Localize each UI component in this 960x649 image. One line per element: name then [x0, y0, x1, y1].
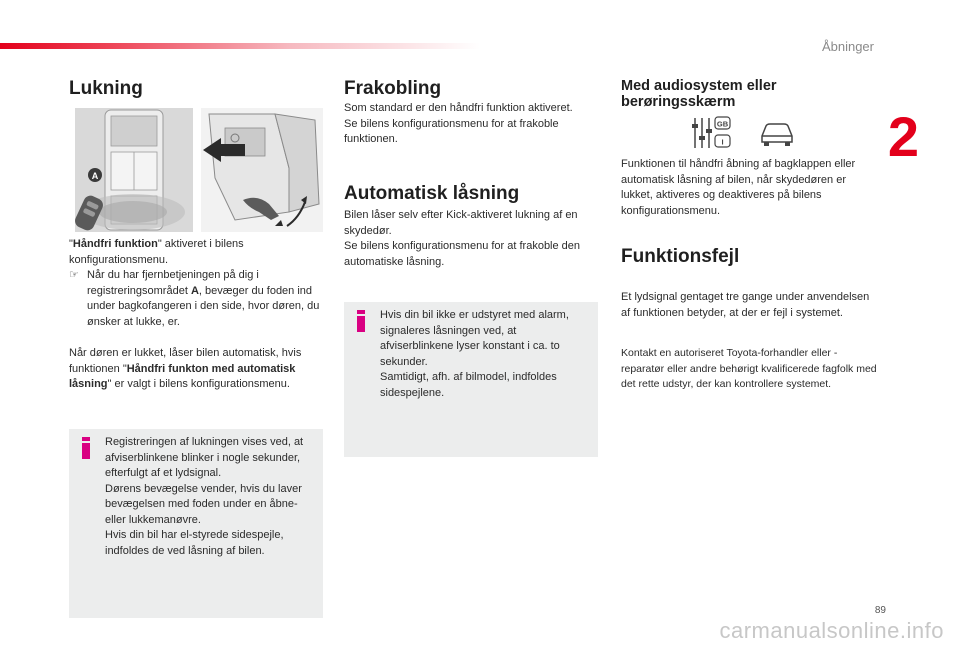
audiosystem-text: Funktionen til håndfri åbning af bagklappen eller automatisk låsning af bilen, når skydedøren er lukket, aktiveres og deaktiveres på bilens konfigurationsmenu.: [621, 158, 856, 217]
info-text: Hvis din bil ikke er udstyret med alarm, signaleres låsningen ved, at afviserblinkene lyser konstant i ca. to sekunder. Samtidigt, afh. af bilmodel, indfoldes sidespejlene.: [380, 309, 569, 399]
heading-funktionsfejl: Funktionsfejl: [621, 246, 740, 267]
zone-a-ref: A: [190, 284, 199, 297]
section-title: Åbninger: [821, 39, 874, 54]
settings-sliders-icon: [692, 117, 730, 148]
bullet-icon: ☞: [69, 269, 79, 281]
heading-audiosystem: Med audiosystem eller berøringsskærm: [621, 78, 777, 110]
lukning-autolock-paragraph: [69, 346, 327, 393]
car-icon: [762, 124, 792, 146]
info-text: Registreringen af lukningen vises ved, at afviserblinkene blinker i nogle sekunder, efterfulgt af et lydsignal. Dørens bevægelse vender, hvis du laver bevægelsen med foden under en åbne- eller lukkemanøvre. Hvis din bil har el-styrede sidespejle, indfoldes de ved låsning af bilen.: [105, 436, 304, 557]
dealer-contact-text: Kontakt en autoriseret Toyota-forhandler eller -reparatør eller andre behørigt kvalificerede fagfolk med det rette udstyr, der kan kontrollere systemet.: [621, 347, 877, 390]
settings-icons: [692, 116, 796, 150]
autolock-term: Håndfri funkton med automatisk låsning: [69, 362, 296, 390]
info-box-alarm: [344, 302, 598, 457]
marker-a-label: A: [91, 171, 99, 181]
header-accent-bar: [0, 43, 480, 49]
bullet-text-rest: , bevæger du foden ind under bagkofangeren i den side, hvor døren, du ønsker at lukke, er.: [87, 284, 320, 328]
lukning-body: "Håndfri funktion" aktiveret i bilens konfigurationsmenu. ☞ Når du har fjernbetjeningen på dig i registreringsområdet A, bevæger du foden ind under bagkofangeren i den side, hvor døren, du ønsker at lukke, er.: [69, 237, 324, 330]
gb-badge: GB: [716, 119, 729, 129]
heading-automatisk-laasning: Automatisk låsning: [344, 183, 520, 204]
heading-frakobling: Frakobling: [344, 78, 442, 99]
watermark: carmanualsonline.info: [719, 618, 944, 643]
para1-rest: aktiveret i bilens konfigurationsmenu.: [69, 238, 244, 266]
frakobling-text: Som standard er den håndfri funktion aktiveret. Se bilens konfigurationsmenu for at frakoble funktionen.: [344, 102, 573, 145]
funktionsfejl-text: Et lydsignal gentaget tre gange under anvendelsen af funktionen betyder, at der er fejl i systemet.: [621, 291, 870, 319]
para2-post: " er valgt i bilens konfigurationsmenu.: [107, 378, 290, 390]
kick-sensor-illustration: [75, 108, 323, 232]
automatisk-laasning-text: Bilen låser selv efter Kick-aktiveret lukning af en skydedør. Se bilens konfigurationsmenu for at frakoble den automatiske låsning.: [344, 209, 581, 268]
para2-pre: Når døren er lukket, låser bilen automatisk, hvis funktionen ": [69, 347, 302, 375]
info-box-lukning: [69, 429, 323, 618]
i-badge: I: [721, 137, 724, 147]
info-icon: [80, 437, 92, 459]
bullet-text: Når du har fjernbetjeningen på dig i registreringsområdet: [87, 269, 259, 297]
heading-lukning: Lukning: [69, 78, 143, 99]
list-item: [69, 268, 324, 330]
handsfree-term: Håndfri funktion: [72, 238, 158, 250]
page-number: 89: [874, 605, 886, 616]
chapter-number: 2: [887, 105, 919, 168]
info-icon: [355, 310, 367, 332]
